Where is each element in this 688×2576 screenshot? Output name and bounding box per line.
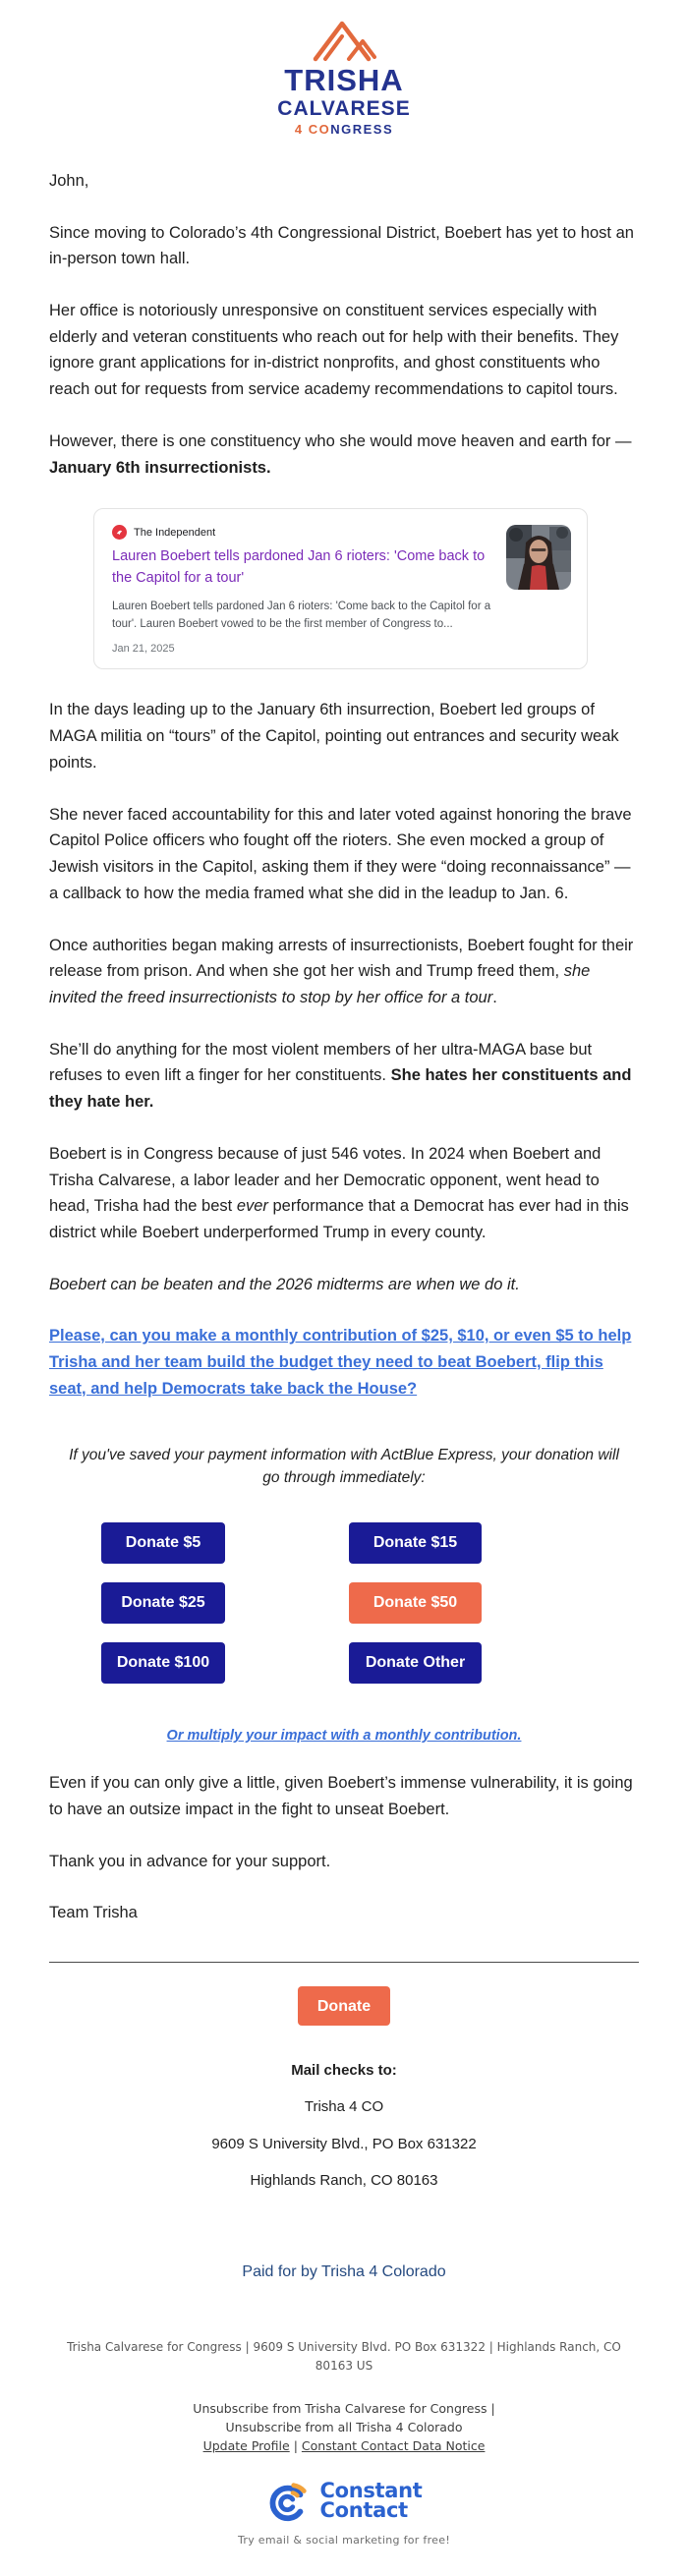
news-article-card[interactable] [93, 508, 588, 669]
news-headline-link[interactable]: Lauren Boebert tells pardoned Jan 6 rioters: 'Come back to the Capitol for a tour' [112, 548, 486, 587]
paragraph-546-votes: Boebert is in Congress because of just 546 votes. In 2024 when Boebert and Trisha Calvarese, a labor leader and her Democratic opponent, went head to head, Trisha had the best ever performance that a Democrat has ever had in this district while Boebert underperformed Trump in every county. [49, 1144, 629, 1241]
constant-contact-footer [49, 2338, 639, 2547]
paragraph-office-unresponsive: Her office is notoriously unresponsive on constituent services especially with elderly and veteran constituents who reach out for help with their benefits. They ignore grant applications for in-district nonprofits, and ghost constituents who reach out for requests from service academy recommendations to capitol tours. [49, 302, 619, 399]
mail-checks-payee: Trisha 4 CO [304, 2098, 384, 2116]
constant-contact-wordmark: Constant Contact [319, 2479, 423, 2523]
paragraph-2026-midterms: Boebert can be beaten and the 2026 midterms are when we do it. [49, 1275, 520, 1293]
brand-name-line3: 4 CONGRESS [294, 121, 394, 137]
donate-5-button[interactable]: Donate $5 [101, 1522, 225, 1564]
monthly-impact-link[interactable]: Or multiply your impact with a monthly contribution. [166, 1728, 522, 1745]
paragraph-one-constituency: However, there is one constituency who she would move heaven and earth for — January 6th insurrectionists. [49, 431, 632, 477]
brand-name-line1: TRISHA [284, 63, 404, 97]
donate-25-button[interactable]: Donate $25 [101, 1582, 225, 1624]
unsubscribe-campaign-text: Unsubscribe from Trisha Calvarese for Congress | [193, 2401, 495, 2417]
donate-100-button[interactable]: Donate $100 [101, 1642, 225, 1684]
independent-logo-icon [112, 525, 127, 540]
paragraph-donation-ask [49, 1323, 639, 1402]
paragraph-accountability: She never faced accountability for this and later voted against honoring the brave Capitol Police officers who fought off the rioters. She even mocked a group of Jewish visitors in the Capitol, asking them if they were “doing reconnaissance” — a callback to how the media framed what she did in the leadup to Jan. 6. [49, 805, 632, 902]
donate-button-grid [49, 1522, 639, 1684]
paragraph-capitol-tours: In the days leading up to the January 6th insurrection, Boebert led groups of MAGA militia on “tours” of the Capitol, pointing out entrances and security weak points. [49, 701, 619, 772]
paid-for-disclaimer: Paid for by Trisha 4 Colorado [242, 2262, 446, 2280]
paragraph-town-hall: Since moving to Colorado’s 4th Congressional District, Boebert has yet to host an in-person town hall. [49, 223, 634, 268]
unsubscribe-all-text: Unsubscribe from all Trisha 4 Colorado [225, 2419, 463, 2434]
news-thumbnail-image[interactable] [506, 525, 571, 590]
paragraph-outsize-impact: Even if you can only give a little, given Boebert’s immense vulnerability, it is going to have an outsize impact in the fight to unseat Boebert. [49, 1774, 633, 1818]
campaign-logo [49, 18, 639, 139]
unsubscribe-block [49, 2400, 639, 2455]
mail-checks-title: Mail checks to: [291, 2061, 397, 2079]
actblue-express-note: If you've saved your payment information with ActBlue Express, your donation will go through immediately: [69, 1446, 619, 1486]
donate-15-button[interactable]: Donate $15 [349, 1522, 482, 1564]
donate-cta-button[interactable]: Donate [298, 1986, 390, 2026]
constant-contact-mark-icon [265, 2479, 311, 2524]
constant-contact-logo[interactable] [49, 2479, 639, 2524]
news-source-name: The Independent [134, 526, 216, 539]
donate-50-button[interactable]: Donate $50 [349, 1582, 482, 1624]
mail-checks-street: 9609 S University Blvd., PO Box 631322 [211, 2135, 477, 2152]
news-source-row [112, 525, 492, 540]
mail-checks-block [49, 2061, 639, 2191]
footer-address: Trisha Calvarese for Congress | 9609 S University Blvd. PO Box 631322 | Highlands Ranch, CO 80163 US [67, 2339, 621, 2373]
update-profile-link[interactable]: Update Profile [202, 2437, 290, 2453]
data-notice-link[interactable]: Constant Contact Data Notice [301, 2437, 486, 2453]
greeting: John, [49, 171, 89, 190]
news-date: Jan 21, 2025 [112, 643, 175, 656]
signature-team-trisha: Team Trisha [49, 1904, 138, 1922]
news-article-main [112, 525, 492, 655]
mountain-icon [312, 18, 376, 63]
constant-contact-tagline: Try email & social marketing for free! [237, 2534, 451, 2547]
paragraph-arrests: Once authorities began making arrests of insurrectionists, Boebert fought for their release from prison. And when she got her wish and Trump freed them, she invited the freed insurrectionists to stop by her office for a tour. [49, 936, 634, 1006]
news-description: Lauren Boebert tells pardoned Jan 6 rioters: 'Come back to the Capitol for a tour'. Lauren Boebert vowed to be the first member of Congress to... [112, 600, 491, 630]
monthly-contribution-ask-link[interactable]: Please, can you make a monthly contribution of $25, $10, or even $5 to help Trisha and her team build the budget they need to beat Boebert, flip this seat, and help Democrats take back the House? [49, 1327, 632, 1398]
divider-line [49, 1962, 639, 1963]
mail-checks-city: Highlands Ranch, CO 80163 [250, 2172, 438, 2190]
paragraph-thank-you: Thank you in advance for your support. [49, 1852, 331, 1870]
donate-other-button[interactable]: Donate Other [349, 1642, 482, 1684]
link-separator: | [293, 2437, 298, 2453]
brand-name-line2: CALVARESE [277, 96, 411, 120]
paragraph-hates-constituents: She’ll do anything for the most violent members of her ultra-MAGA base but refuses to even lift a finger for her constituents. She hates her constituents and they hate her. [49, 1040, 632, 1112]
